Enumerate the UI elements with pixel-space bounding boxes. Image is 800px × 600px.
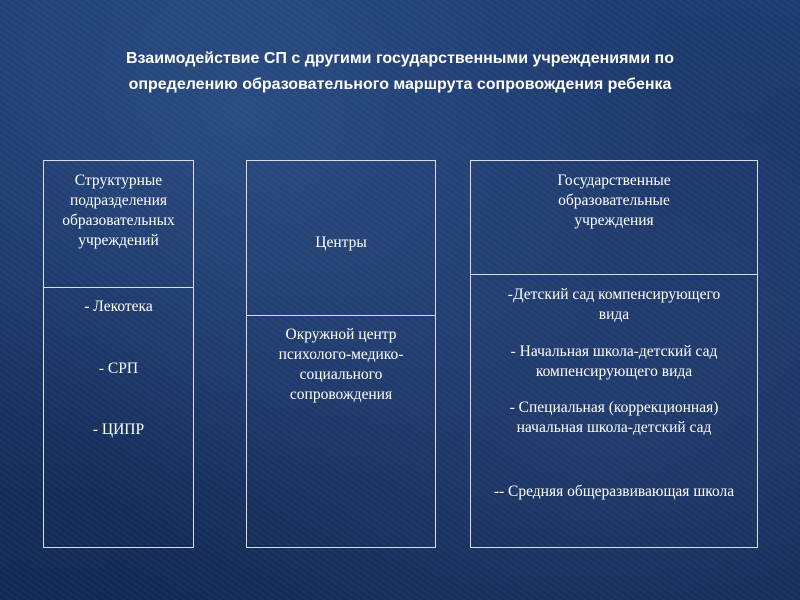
list-item [44, 420, 193, 440]
title-line-2: определению образовательного маршрута сопровождения ребенка [128, 76, 672, 93]
column-centers [246, 160, 436, 548]
list-item-text: -Детский сад компенсирующего вида [507, 286, 721, 323]
list-item-text: - Лекотека [84, 298, 153, 315]
column-header-centers [247, 233, 435, 253]
list-item-text: -- Средняя общеразвивающая школа [493, 483, 735, 500]
list-item-text: - СРП [98, 360, 139, 377]
list-item-text: - Специальная (коррекционная) начальная школа-детский сад [509, 399, 719, 436]
title-line-1: Взаимодействие СП с другими государственными учреждениями по [126, 50, 674, 67]
header-text: Центры [315, 234, 367, 251]
column-structural-units [43, 160, 194, 548]
column-header-state-institutions [471, 171, 757, 231]
header-text: Государственные образовательные учреждения [557, 172, 671, 229]
list-item [471, 342, 757, 382]
column-header-structural-units [44, 171, 193, 251]
column-body-centers [247, 325, 435, 405]
list-item [471, 482, 757, 502]
list-item [471, 285, 757, 325]
list-item [44, 359, 193, 379]
column-divider [471, 274, 757, 275]
list-item-text: - ЦИПР [92, 421, 145, 438]
list-item-text: - Начальная школа-детский сад компенсирующего вида [510, 343, 718, 380]
slide-title [40, 46, 760, 98]
header-text: Структурные подразделения образовательных учреждений [62, 172, 175, 249]
column-divider [247, 315, 435, 316]
list-item [44, 297, 193, 317]
body-text: Окружной центр психолого-медико-социального сопровождения [278, 326, 404, 403]
list-item [471, 398, 757, 438]
column-state-institutions [470, 160, 758, 548]
column-divider [44, 287, 193, 288]
